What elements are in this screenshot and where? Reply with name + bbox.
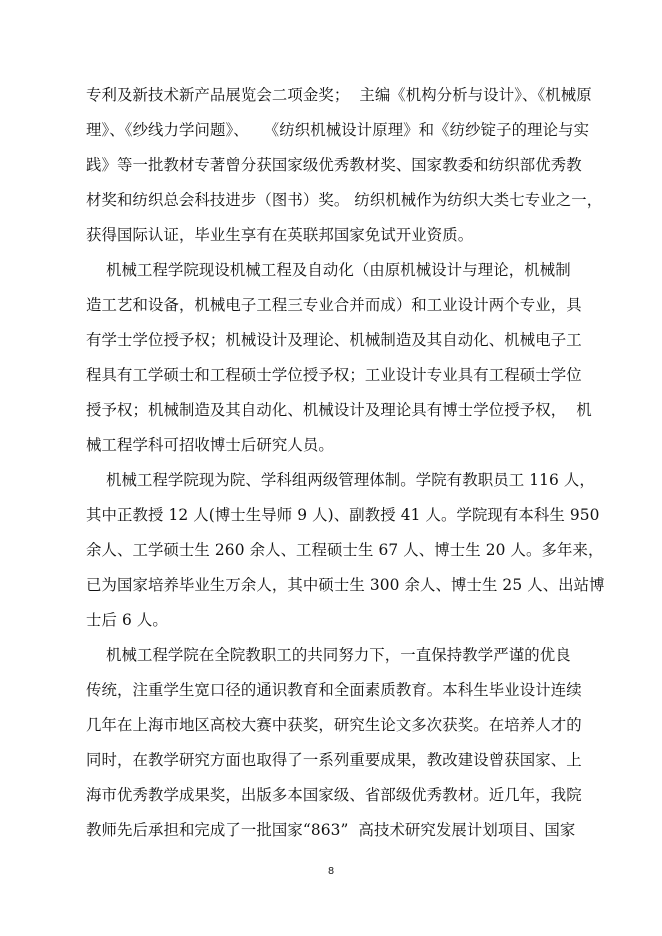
text-line: 理》、《纱线力学问题》、 《纺织机械设计原理》和《纺纱锭子的理论与实 bbox=[86, 121, 590, 139]
text-line: 其中正教授 12 人(博士生导师 9 人)、副教授 41 人。学院现有本科生 950 bbox=[86, 506, 600, 524]
text-line: 海市优秀教学成果奖，出版多本国家级、省部级优秀教材。近几年，我院 bbox=[86, 786, 582, 804]
text-line: 几年在上海市地区高校大赛中获奖，研究生论文多次获奖。在培养人才的 bbox=[86, 716, 582, 734]
text-line: 士后 6 人。 bbox=[86, 611, 168, 629]
text-line: 传统，注重学生宽口径的通识教育和全面素质教育。本科生毕业设计连续 bbox=[86, 681, 582, 699]
text-line: 专利及新技术新产品展览会二项金奖； 主编《机构分析与设计》、《机械原 bbox=[86, 86, 592, 104]
text-line: 机械工程学院在全院教职工的共同努力下，一直保持教学严谨的优良 bbox=[86, 646, 571, 664]
text-line: 余人、工学硕士生 260 余人、工程硕士生 67 人、博士生 20 人。多年来， bbox=[86, 541, 604, 559]
text-line: 教师先后承担和完成了一批国家“863” 高技术研究发展计划项目、国家 bbox=[86, 821, 576, 839]
text-line: 有学士学位授予权；机械设计及理论、机械制造及其自动化、机械电子工 bbox=[86, 331, 582, 349]
text-line: 同时，在教学研究方面也取得了一系列重要成果，教改建设曾获国家、上 bbox=[86, 751, 582, 769]
text-line: 材奖和纺织总会科技进步（图书）奖。 纺织机械作为纺织大类七专业之一， bbox=[86, 191, 603, 209]
text-line: 械工程学科可招收博士后研究人员。 bbox=[86, 436, 334, 454]
text-line: 造工艺和设备，机械电子工程三专业合并而成）和工业设计两个专业，具 bbox=[86, 296, 582, 314]
text-line: 获得国际认证，毕业生享有在英联邦国家免试开业资质。 bbox=[86, 226, 474, 244]
text-line: 程具有工学硕士和工程硕士学位授予权；工业设计专业具有工程硕士学位 bbox=[86, 366, 582, 384]
text-line: 授予权；机械制造及其自动化、机械设计及理论具有博士学位授予权， 机 bbox=[86, 401, 592, 419]
page-number: 8 bbox=[327, 866, 335, 877]
text-line: 已为国家培养毕业生万余人，其中硕士生 300 余人、博士生 25 人、出站博 bbox=[86, 576, 605, 594]
text-line: 践》等一批教材专著曾分获国家级优秀教材奖、国家教委和纺织部优秀教 bbox=[86, 156, 582, 174]
text-line: 机械工程学院现为院、学科组两级管理体制。学院有教职员工 116 人， bbox=[86, 471, 595, 489]
text-line: 机械工程学院现设机械工程及自动化（由原机械设计与理论，机械制 bbox=[86, 261, 571, 279]
